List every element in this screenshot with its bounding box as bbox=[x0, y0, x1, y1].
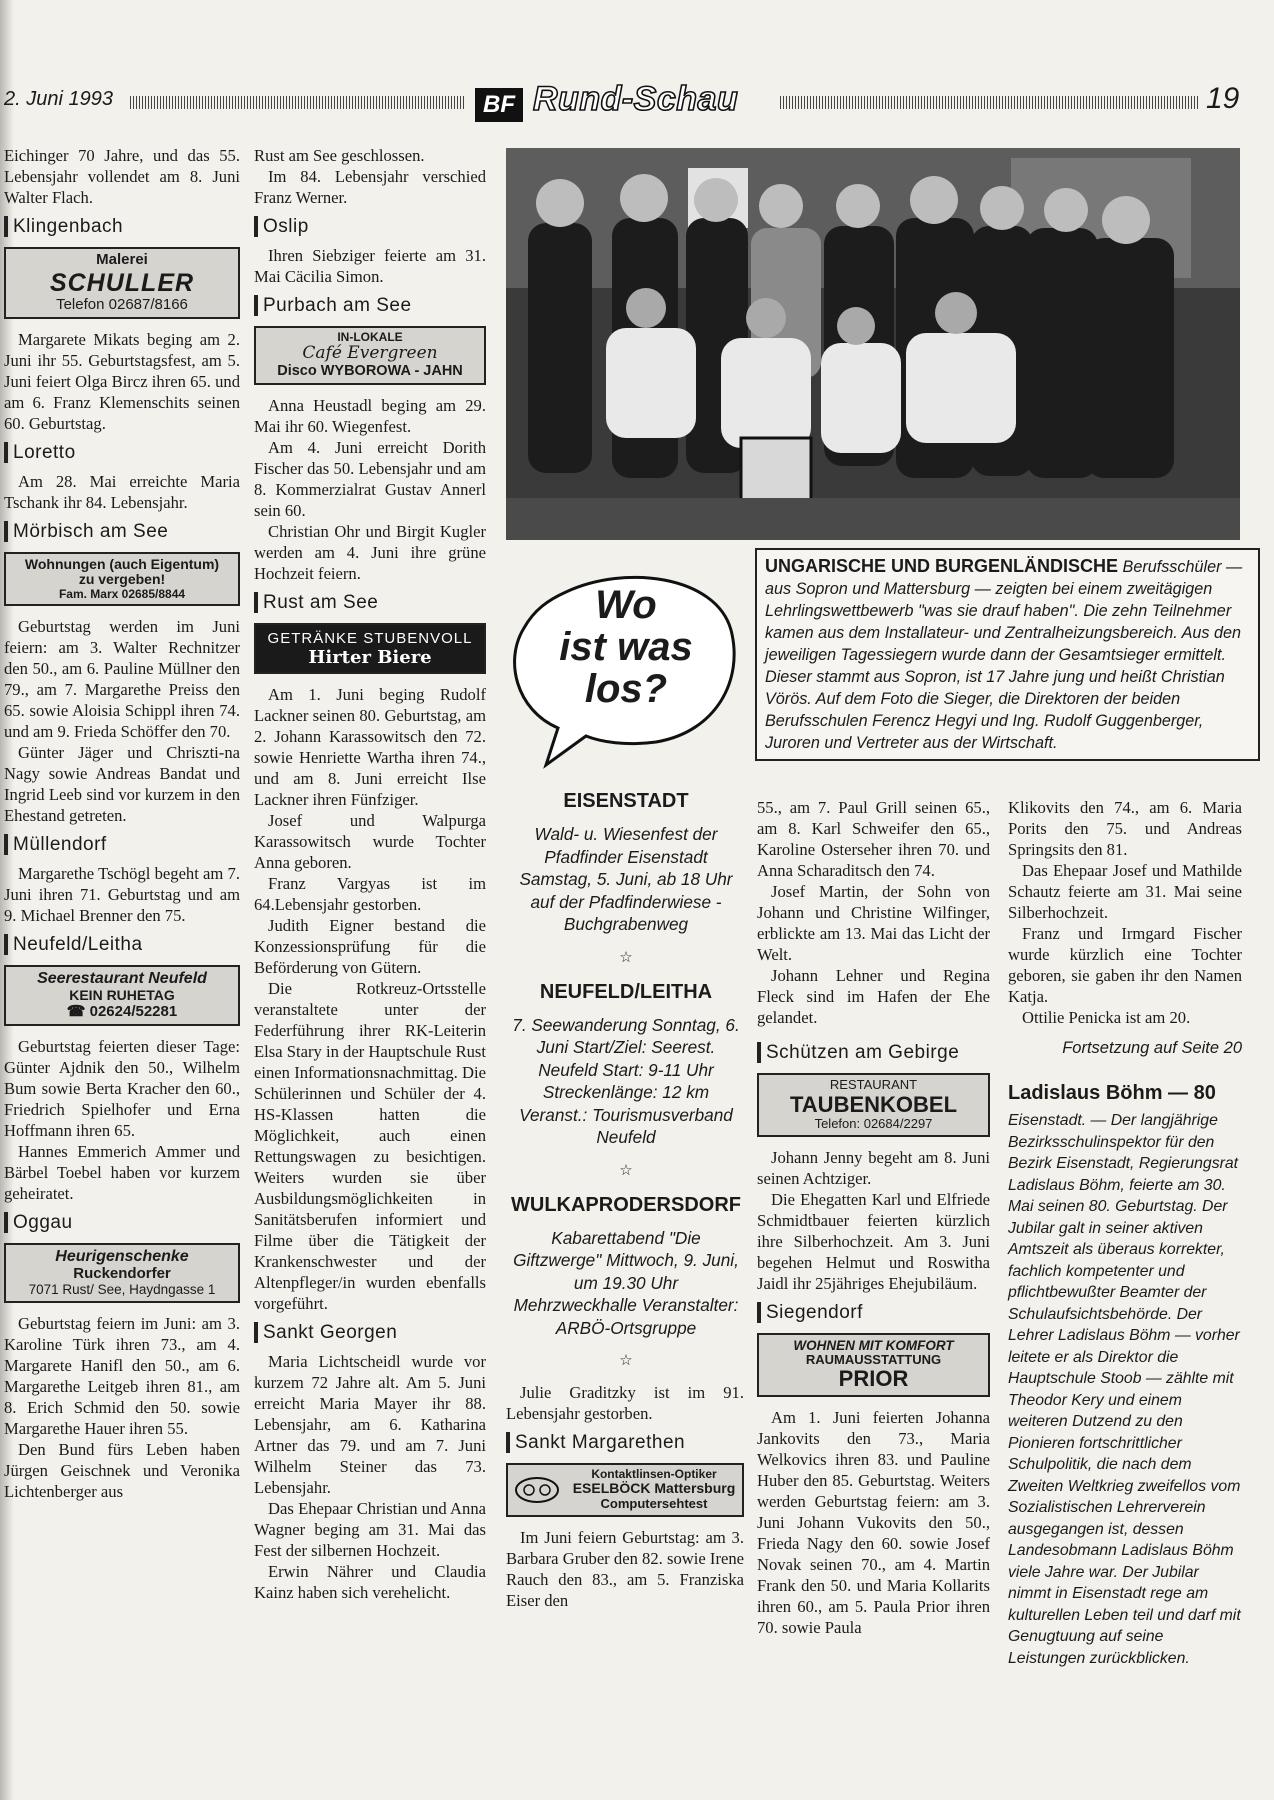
ad-line: Telefon 02687/8166 bbox=[56, 295, 188, 313]
article-text: Günter Jäger und Chriszti-na Nagy sowie Andreas Bandat und Ingrid Leeb sind vor kurzem in den Ehestand getreten. bbox=[4, 743, 240, 826]
article-text: Franz und Irmgard Fischer wurde kürzlich eine Tochter geboren, sie gaben ihr den Namen Katja. bbox=[1008, 924, 1242, 1006]
column-2 bbox=[254, 145, 486, 1603]
ad-seerestaurant bbox=[4, 965, 240, 1025]
section-heading: Purbach am See bbox=[254, 295, 486, 316]
ad-line: Café Evergreen bbox=[302, 343, 438, 364]
article-text: Maria Lichtscheidl wurde vor kurzem 72 Jahre alt. Am 5. Juni erreicht Maria Mayer ihr 88. Lebensjahr, am 6. Katharina Artner das 79. und am 7. Juni Wilhelm Steiner das 73. Lebensjahr. bbox=[254, 1351, 486, 1497]
speech-bubble bbox=[506, 570, 746, 770]
section-heading: Klingenbach bbox=[4, 216, 240, 237]
ad-line: IN-LOKALE bbox=[337, 330, 403, 344]
column-3-lower bbox=[506, 1382, 744, 1611]
article-text: Im 84. Lebensjahr verschied Franz Werner. bbox=[254, 167, 486, 207]
article-text: 55., am 7. Paul Grill seinen 65., am 8. Karl Schweifer den 65., Karoline Osterseher ihren 70. und Anna Scharaditsch den 74. bbox=[757, 798, 990, 880]
ad-line: Fam. Marx 02685/8844 bbox=[58, 586, 186, 601]
ad-line: GETRÄNKE STUBENVOLL bbox=[267, 629, 473, 647]
section-heading: Oslip bbox=[254, 216, 486, 237]
ad-line: PRIOR bbox=[838, 1366, 909, 1392]
ad-line: ☎ 02624/52281 bbox=[66, 1002, 178, 1020]
photo-illustration bbox=[506, 148, 1240, 540]
article-text: Klikovits den 74., am 6. Maria Porits den 75. und Andreas Springsits den 81. bbox=[1008, 798, 1242, 859]
column-4 bbox=[757, 797, 990, 1638]
article-text: Anna Heustadl beging am 29. Mai ihr 60. Wiegenfest. bbox=[254, 395, 486, 436]
article-text: Margarethe Tschögl begeht am 7. Juni ihren 71. Geburtstag und am 9. Michael Brenner den 75. bbox=[4, 864, 240, 926]
ad-line: TAUBENKOBEL bbox=[789, 1091, 958, 1117]
bubble-line: ist was bbox=[559, 625, 693, 669]
ad-line: RAUMAUSSTATTUNG bbox=[805, 1351, 942, 1367]
article-text: Am 28. Mai erreichte Maria Tschank ihr 84. Lebensjahr. bbox=[4, 471, 240, 512]
article-text: Die Ehegatten Karl und Elfriede Schmidtbauer feierten kürzlich ihre Silberhochzeit. Am 3. Juni begehen Helmut und Roswitha Jaidl ihr 25jähriges Ehejubiläum. bbox=[757, 1189, 990, 1293]
section-heading: Oggau bbox=[4, 1212, 240, 1233]
section-heading: Loretto bbox=[4, 442, 240, 463]
group-photo bbox=[506, 148, 1240, 540]
event-heading: EISENSTADT bbox=[563, 790, 689, 812]
glasses-icon bbox=[514, 1476, 560, 1504]
article-text: Christian Ohr und Birgit Kugler werden am 4. Juni ihre grüne Hochzeit feiern. bbox=[254, 521, 486, 583]
caption-heading: UNGARISCHE UND BURGENLÄNDISCHE bbox=[765, 556, 1119, 576]
article-text: Johann Lehner und Regina Fleck sind im Hafen der Ehe gelandet. bbox=[757, 966, 990, 1027]
ad-line: Hirter Biere bbox=[308, 646, 432, 668]
event-text: Wald- u. Wiesenfest der Pfadfinder Eisenstadt Samstag, 5. Juni, ab 18 Uhr auf der Pfadfinderwiese - Buchgrabenweg bbox=[519, 824, 733, 934]
article-text: Geburtstag werden im Juni feiern: am 3. Walter Rechnitzer den 50., am 6. Pauline Müllner den 79., am 7. Margarethe Preiss den 65. sowie Aloisia Schippl ihren 74. und am 9. Frieda Schöffer den 70. bbox=[4, 617, 240, 742]
masthead-rule-right bbox=[780, 96, 1198, 109]
ad-line: ESELBÖCK Mattersburg bbox=[572, 1480, 736, 1497]
bf-logo: BF bbox=[475, 88, 523, 122]
article-text: Margarete Mikats beging am 2. Juni ihr 55. Geburtstagsfest, am 5. Juni feiert Olga Bircz ihren 65. und am 6. Franz Klemenschits seinen 60. Geburtstag. bbox=[4, 329, 240, 433]
section-heading: Neufeld/Leitha bbox=[4, 934, 240, 955]
section-heading: Rust am See bbox=[254, 592, 486, 613]
article-text: Johann Jenny begeht am 8. Juni seinen Achtziger. bbox=[757, 1147, 990, 1188]
event-text: Kabarettabend "Die Giftzwerge" Mittwoch, 9. Juni, um 19.30 Uhr Mehrzweckhalle Veranstalter: ARBÖ-Ortsgruppe bbox=[513, 1227, 739, 1338]
star-icon: ☆ bbox=[619, 1353, 633, 1369]
ad-line: Ruckendorfer bbox=[73, 1264, 171, 1282]
section-heading: Müllendorf bbox=[4, 834, 240, 855]
article-text: Julie Graditzky ist im 91. Lebensjahr gestorben. bbox=[506, 1383, 744, 1423]
star-icon: ☆ bbox=[619, 1162, 633, 1179]
article-text: Erwin Nährer und Claudia Kainz haben sich verehelicht. bbox=[254, 1561, 486, 1602]
ad-line: RESTAURANT bbox=[829, 1077, 918, 1092]
article-text: Die Rotkreuz-Ortsstelle veranstaltete unter der Federführung ihrer RK-Leiterin Elsa Stary in der Hauptschule Rust einen Informationsnachmittag. Die Schülerinnen und Schüler der 4. HS-Klassen hatten die Möglichkeit, auch einen Rettungswagen zu besichtigen. Weiters wurden sie über Ausbildungsmöglichkeiten in Sanitätsberufen informiert und Filme über die Tätigkeit der Krankenschwester und der Altenpfleger/in wurden ebenfalls vorgeführt. bbox=[254, 978, 486, 1313]
ad-in-lokale bbox=[254, 326, 486, 385]
section-heading: Sankt Margarethen bbox=[506, 1432, 744, 1453]
ad-wohnungen bbox=[4, 552, 240, 607]
article-text: Den Bund fürs Leben haben Jürgen Geischnek und Veronika Lichtenberger aus bbox=[4, 1439, 240, 1501]
photo-caption bbox=[755, 548, 1260, 761]
section-heading: Sankt Georgen bbox=[254, 1322, 486, 1343]
ad-line: KEIN RUHETAG bbox=[69, 987, 175, 1004]
ad-line: Kontaktlinsen-Optiker bbox=[591, 1467, 717, 1481]
article-text: Am 1. Juni beging Rudolf Lackner seinen 80. Geburtstag, am 2. Johann Karassowitsch den 72. sowie Henriette Wartha ihren 74., und am 8. Juni erreicht Ilse Lackner ihren Fünfziger. bbox=[254, 684, 486, 809]
event-heading: NEUFELD/LEITHA bbox=[539, 980, 713, 1003]
article-text: Am 4. Juni erreicht Dorith Fischer das 50. Lebensjahr und am 8. Kommerzialrat Gustav Annerl sein 60. bbox=[254, 437, 486, 520]
events-list bbox=[510, 790, 742, 1382]
ad-line: Telefon: 02684/2297 bbox=[814, 1116, 933, 1132]
article-text: Das Ehepaar Josef und Mathilde Schautz feierte am 31. Mai seine Silberhochzeit. bbox=[1008, 861, 1242, 922]
article-text: Geburtstag feiern im Juni: am 3. Karoline Türk ihren 73., am 4. Margarete Hanifl den 50., am 6. Margarethe Leitgeb ihren 81., am 8. Erich Schmid den 50. sowie Margarethe Hauer ihren 55. bbox=[4, 1313, 240, 1438]
event-text: 7. Seewanderung Sonntag, 6. Juni Start/Ziel: Seerest. Neufeld Start: 9-11 Uhr Streckenlänge: 12 km Veranst.: Tourismusverband Neufeld bbox=[512, 1014, 740, 1147]
section-heading: Mörbisch am See bbox=[4, 521, 240, 542]
event-heading: WULKAPRODERSDORF bbox=[511, 1193, 741, 1216]
article-text: Hannes Emmerich Ammer und Bärbel Toebel haben vor kurzem geheiratet. bbox=[4, 1141, 240, 1203]
ad-line: Seerestaurant Neufeld bbox=[37, 970, 207, 988]
article-text: Rust am See geschlossen. bbox=[254, 146, 425, 165]
article-text: Franz Vargyas ist im 64.Lebensjahr gestorben. bbox=[254, 873, 486, 914]
ad-line: Computersehtest bbox=[600, 1496, 708, 1512]
masthead-rule-left bbox=[130, 96, 466, 109]
ad-line: Malerei bbox=[96, 251, 148, 268]
article-text: Josef und Walpurga Karassowitsch wurde Tochter Anna geboren. bbox=[254, 810, 486, 872]
ad-eselboeck bbox=[506, 1463, 744, 1517]
star-icon: ☆ bbox=[619, 949, 633, 966]
column-1 bbox=[4, 145, 240, 1502]
ad-taubenkobel bbox=[757, 1073, 990, 1137]
column-5 bbox=[1008, 797, 1242, 1669]
ad-getraenke-stubenvoll bbox=[254, 623, 486, 674]
ad-line: Disco WYBOROWA - JAHN bbox=[277, 363, 463, 380]
section-heading: Siegendorf bbox=[757, 1302, 990, 1323]
ad-line: Heurigenschenke bbox=[55, 1247, 189, 1265]
ad-line: 7071 Rust/ See, Haydngasse 1 bbox=[28, 1282, 216, 1298]
ad-prior bbox=[757, 1333, 990, 1397]
article-text: Ihren Siebziger feierte am 31. Mai Cäcilia Simon. bbox=[254, 246, 486, 286]
ad-line: SCHULLER bbox=[49, 268, 195, 297]
continued-note[interactable]: Fortsetzung auf Seite 20 bbox=[1062, 1039, 1242, 1057]
article-headline: Ladislaus Böhm — 80 bbox=[1008, 1082, 1216, 1104]
page-number: 19 bbox=[1206, 82, 1240, 115]
article-text: Ottilie Penicka ist am 20. bbox=[1022, 1008, 1191, 1027]
issue-date: 2. Juni 1993 bbox=[4, 88, 113, 110]
article-text: Eichinger 70 Jahre, und das 55. Lebensjahr vollendet am 8. Juni Walter Flach. bbox=[4, 146, 240, 207]
ad-line: WOHNEN MIT KOMFORT bbox=[793, 1337, 954, 1353]
ad-line: Wohnungen (auch Eigentum) bbox=[24, 555, 220, 572]
section-heading: Schützen am Gebirge bbox=[757, 1042, 990, 1063]
article-text: Im Juni feiern Geburtstag: am 3. Barbara Gruber den 82. sowie Irene Rauch den 83., am 5. Franziska Eiser den bbox=[506, 1527, 744, 1610]
bubble-line: Wo bbox=[595, 583, 657, 627]
bubble-line: los? bbox=[584, 667, 668, 711]
article-text: Josef Martin, der Sohn von Johann und Christine Wilfinger, erblickte am 13. Mai das Licht der Welt. bbox=[757, 882, 990, 964]
article-text: Das Ehepaar Christian und Anna Wagner beging am 31. Mai das Fest der silbernen Hochzeit. bbox=[254, 1498, 486, 1560]
section-title: Rund-Schau bbox=[533, 80, 739, 118]
caption-text: Berufsschüler — aus Sopron und Mattersburg — zeigten bei einem zweitägigen Lehrlingswettbewerb "was sie drauf haben". Die zehn Teilnehmer kamen aus dem Installateur- und Zentralheizungsbereich. Aus den jeweiligen Tagessiegern wurde dann der Gesamtsieger ermittelt. Dieser stammt aus Sopron, ist 17 Jahre jung und heißt Christian Vörös. Auf dem Foto die Sieger, die Direktoren der beiden Berufsschulen Ferencz Hegyi und Ing. Rudolf Guggenberger, Juroren und Vertreter aus der Wirtschaft. bbox=[765, 558, 1243, 752]
article-text: Geburtstag feierten dieser Tage: Günter Ajdnik den 50., Wilhelm Bum sowie Berta Kracher den 60., Friedrich Spielhofer und Erna Hoffmann ihren 65. bbox=[4, 1036, 240, 1140]
article-text: Eisenstadt. — Der langjährige Bezirksschulinspektor für den Bezirk Eisenstadt, Regierungsrat Ladislaus Böhm, feierte am 30. Mai seinen 80. Geburtstag. Der Jubilar galt in seiner aktiven Amtszeit als überaus korrekter, fachlich kompetenter und pflichtbewußter Beamter der Schulaufsichtsbehörde. Der Lehrer Ladislaus Böhm — vorher leitete er als Direktor die Hauptschule Stoob — zählte mit Theodor Kery und einem weiteren Dutzend zu den Pionieren fortschrittlicher Schulpolitik, die nach dem Zweiten Weltkrieg zweifellos vom Sozialistischen Lehrerverein ausgegangen ist, dessen Landesobmann Ladislaus Böhm viele Jahre war. Der Jubilar nimmt in Eisenstadt rege am kulturellen Leben teil und darf mit Genugtuung auf seine Leistungen zurückblicken. bbox=[1008, 1112, 1241, 1667]
article-text: Judith Eigner bestand die Konzessionsprüfung für die Beförderung von Gütern. bbox=[254, 915, 486, 977]
ad-malerei-schuller bbox=[4, 247, 240, 319]
article-text: Am 1. Juni feierten Johanna Jankovits den 73., Maria Welkovics ihren 83. und Pauline Huber den 85. Geburtstag. Weiters werden Geburtstag feiern: am 3. Juni Johann Vukovits den 50., Frieda Nagy den 60. sowie Josef Novak seinen 70., am 4. Martin Frank den 50. und Maria Kollarits ihren 60., am 5. Paula Prior ihren 70. sowie Paula bbox=[757, 1408, 990, 1637]
ad-line: zu vergeben! bbox=[78, 571, 166, 588]
ad-heurigenschenke bbox=[4, 1243, 240, 1303]
